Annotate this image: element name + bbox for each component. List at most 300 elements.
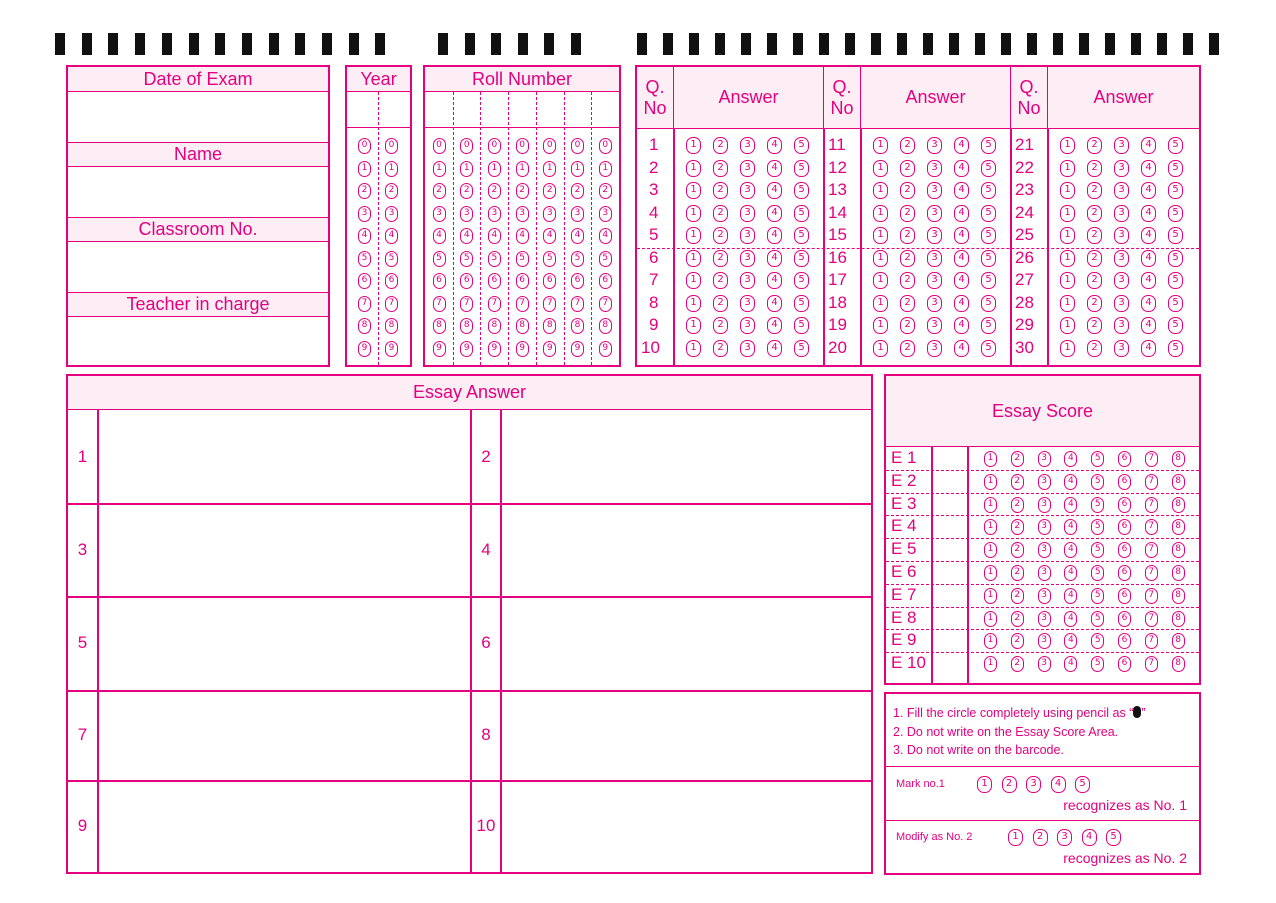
- essay-score-bubble[interactable]: 5: [1091, 519, 1104, 535]
- answer-bubble[interactable]: 5: [1168, 272, 1183, 289]
- roll-digit-bubble[interactable]: 0: [543, 138, 556, 154]
- answer-bubble[interactable]: 5: [981, 205, 996, 222]
- answer-bubble[interactable]: 5: [981, 182, 996, 199]
- answer-bubble[interactable]: 1: [1060, 272, 1075, 289]
- essay-score-bubble[interactable]: 2: [1011, 656, 1024, 672]
- year-digit-bubble[interactable]: 8: [385, 318, 398, 334]
- roll-digit-bubble[interactable]: 4: [460, 228, 473, 244]
- roll-digit-bubble[interactable]: 7: [516, 296, 529, 312]
- roll-digit-bubble[interactable]: 6: [543, 273, 556, 289]
- answer-bubble[interactable]: 1: [1060, 182, 1075, 199]
- answer-bubble[interactable]: 2: [1087, 272, 1102, 289]
- answer-bubble[interactable]: 4: [1141, 160, 1156, 177]
- essay-score-bubble[interactable]: 6: [1118, 451, 1131, 467]
- essay-score-bubble[interactable]: 1: [984, 542, 997, 558]
- answer-bubble[interactable]: 4: [767, 182, 782, 199]
- answer-bubble[interactable]: 2: [713, 137, 728, 154]
- answer-bubble[interactable]: 2: [713, 205, 728, 222]
- answer-bubble[interactable]: 2: [900, 227, 915, 244]
- essay-score-bubble[interactable]: 4: [1064, 611, 1077, 627]
- roll-digit-bubble[interactable]: 9: [516, 341, 529, 357]
- roll-digit-bubble[interactable]: 0: [460, 138, 473, 154]
- roll-digit-bubble[interactable]: 6: [599, 273, 612, 289]
- answer-bubble[interactable]: 1: [1060, 160, 1075, 177]
- date-of-exam-field[interactable]: [68, 92, 328, 142]
- answer-bubble[interactable]: 1: [873, 317, 888, 334]
- answer-bubble[interactable]: 1: [873, 137, 888, 154]
- essay-answer-field[interactable]: [502, 690, 871, 780]
- answer-bubble[interactable]: 3: [927, 250, 942, 267]
- answer-bubble[interactable]: 2: [1087, 340, 1102, 357]
- essay-score-bubble[interactable]: 6: [1118, 565, 1131, 581]
- roll-write-box[interactable]: [564, 92, 591, 127]
- roll-digit-bubble[interactable]: 8: [571, 318, 584, 334]
- year-digit-bubble[interactable]: 0: [358, 138, 371, 154]
- answer-bubble[interactable]: 4: [1141, 250, 1156, 267]
- answer-bubble[interactable]: 5: [794, 205, 809, 222]
- essay-score-bubble[interactable]: 6: [1118, 588, 1131, 604]
- roll-digit-bubble[interactable]: 2: [433, 183, 446, 199]
- roll-digit-bubble[interactable]: 1: [516, 161, 529, 177]
- answer-bubble[interactable]: 2: [900, 160, 915, 177]
- roll-digit-bubble[interactable]: 0: [488, 138, 501, 154]
- classroom-field[interactable]: [68, 242, 328, 292]
- answer-bubble[interactable]: 2: [1087, 317, 1102, 334]
- essay-score-write-box[interactable]: [933, 471, 966, 492]
- answer-bubble[interactable]: 2: [900, 182, 915, 199]
- roll-digit-bubble[interactable]: 8: [433, 318, 446, 334]
- answer-bubble[interactable]: 4: [1141, 340, 1156, 357]
- answer-bubble[interactable]: 3: [927, 137, 942, 154]
- roll-digit-bubble[interactable]: 9: [460, 341, 473, 357]
- essay-score-bubble[interactable]: 6: [1118, 611, 1131, 627]
- roll-write-box[interactable]: [591, 92, 618, 127]
- essay-score-write-box[interactable]: [933, 653, 966, 674]
- answer-bubble[interactable]: 1: [1060, 317, 1075, 334]
- answer-bubble[interactable]: 1: [873, 340, 888, 357]
- answer-bubble[interactable]: 3: [927, 272, 942, 289]
- answer-bubble[interactable]: 2: [1087, 227, 1102, 244]
- essay-score-bubble[interactable]: 2: [1011, 519, 1024, 535]
- answer-bubble[interactable]: 5: [1168, 317, 1183, 334]
- roll-digit-bubble[interactable]: 5: [433, 251, 446, 267]
- answer-bubble[interactable]: 2: [713, 250, 728, 267]
- roll-digit-bubble[interactable]: 6: [460, 273, 473, 289]
- answer-bubble[interactable]: 2: [1087, 160, 1102, 177]
- year-digit-bubble[interactable]: 3: [385, 206, 398, 222]
- essay-score-bubble[interactable]: 5: [1091, 656, 1104, 672]
- roll-digit-bubble[interactable]: 2: [460, 183, 473, 199]
- essay-score-bubble[interactable]: 4: [1064, 451, 1077, 467]
- answer-bubble[interactable]: 3: [927, 205, 942, 222]
- answer-bubble[interactable]: 3: [740, 295, 755, 312]
- year-digit-bubble[interactable]: 6: [385, 273, 398, 289]
- answer-bubble[interactable]: 5: [1168, 160, 1183, 177]
- essay-score-bubble[interactable]: 5: [1091, 474, 1104, 490]
- answer-bubble[interactable]: 1: [1060, 295, 1075, 312]
- answer-bubble[interactable]: 3: [740, 272, 755, 289]
- essay-answer-field[interactable]: [502, 596, 871, 690]
- roll-digit-bubble[interactable]: 5: [543, 251, 556, 267]
- answer-bubble[interactable]: 3: [1114, 272, 1129, 289]
- name-field[interactable]: [68, 167, 328, 217]
- answer-bubble[interactable]: 4: [1141, 272, 1156, 289]
- year-digit-bubble[interactable]: 7: [385, 296, 398, 312]
- essay-score-bubble[interactable]: 5: [1091, 542, 1104, 558]
- answer-bubble[interactable]: 3: [740, 137, 755, 154]
- answer-bubble[interactable]: 5: [794, 272, 809, 289]
- roll-digit-bubble[interactable]: 2: [543, 183, 556, 199]
- roll-digit-bubble[interactable]: 2: [516, 183, 529, 199]
- answer-bubble[interactable]: 1: [873, 250, 888, 267]
- answer-bubble[interactable]: 2: [900, 317, 915, 334]
- year-digit-bubble[interactable]: 8: [358, 318, 371, 334]
- roll-digit-bubble[interactable]: 0: [599, 138, 612, 154]
- essay-score-bubble[interactable]: 8: [1172, 451, 1185, 467]
- answer-bubble[interactable]: 1: [1060, 250, 1075, 267]
- answer-bubble[interactable]: 3: [740, 205, 755, 222]
- answer-bubble[interactable]: 5: [794, 340, 809, 357]
- essay-score-bubble[interactable]: 1: [984, 588, 997, 604]
- essay-score-write-box[interactable]: [933, 630, 966, 651]
- essay-score-bubble[interactable]: 8: [1172, 519, 1185, 535]
- roll-digit-bubble[interactable]: 5: [571, 251, 584, 267]
- year-digit-bubble[interactable]: 4: [358, 228, 371, 244]
- answer-bubble[interactable]: 3: [1114, 137, 1129, 154]
- answer-bubble[interactable]: 2: [713, 295, 728, 312]
- year-digit-bubble[interactable]: 2: [385, 183, 398, 199]
- essay-score-bubble[interactable]: 6: [1118, 497, 1131, 513]
- roll-digit-bubble[interactable]: 1: [460, 161, 473, 177]
- answer-bubble[interactable]: 1: [686, 137, 701, 154]
- answer-bubble[interactable]: 2: [713, 340, 728, 357]
- roll-digit-bubble[interactable]: 6: [571, 273, 584, 289]
- essay-score-write-box[interactable]: [933, 448, 966, 469]
- year-digit-bubble[interactable]: 7: [358, 296, 371, 312]
- roll-digit-bubble[interactable]: 2: [599, 183, 612, 199]
- answer-bubble[interactable]: 5: [981, 160, 996, 177]
- answer-bubble[interactable]: 3: [740, 340, 755, 357]
- answer-bubble[interactable]: 3: [1114, 227, 1129, 244]
- answer-bubble[interactable]: 4: [954, 227, 969, 244]
- essay-score-bubble[interactable]: 3: [1038, 474, 1051, 490]
- roll-write-box[interactable]: [480, 92, 507, 127]
- roll-digit-bubble[interactable]: 3: [599, 206, 612, 222]
- answer-bubble[interactable]: 2: [900, 205, 915, 222]
- answer-bubble[interactable]: 5: [794, 295, 809, 312]
- essay-score-bubble[interactable]: 3: [1038, 542, 1051, 558]
- roll-digit-bubble[interactable]: 3: [488, 206, 501, 222]
- answer-bubble[interactable]: 4: [767, 205, 782, 222]
- essay-score-write-box[interactable]: [933, 539, 966, 560]
- answer-bubble[interactable]: 4: [954, 160, 969, 177]
- essay-score-bubble[interactable]: 1: [984, 451, 997, 467]
- answer-bubble[interactable]: 5: [981, 340, 996, 357]
- roll-digit-bubble[interactable]: 1: [571, 161, 584, 177]
- roll-write-box[interactable]: [536, 92, 563, 127]
- answer-bubble[interactable]: 2: [1087, 295, 1102, 312]
- essay-score-write-box[interactable]: [933, 562, 966, 583]
- essay-answer-field[interactable]: [502, 780, 871, 872]
- roll-digit-bubble[interactable]: 4: [543, 228, 556, 244]
- essay-answer-field[interactable]: [99, 410, 469, 503]
- answer-bubble[interactable]: 3: [740, 182, 755, 199]
- answer-bubble[interactable]: 5: [1168, 137, 1183, 154]
- answer-bubble[interactable]: 1: [686, 182, 701, 199]
- essay-score-write-box[interactable]: [933, 608, 966, 629]
- essay-score-bubble[interactable]: 4: [1064, 497, 1077, 513]
- essay-score-bubble[interactable]: 4: [1064, 542, 1077, 558]
- essay-score-bubble[interactable]: 5: [1091, 611, 1104, 627]
- roll-digit-bubble[interactable]: 7: [571, 296, 584, 312]
- essay-answer-field[interactable]: [99, 780, 469, 872]
- answer-bubble[interactable]: 5: [794, 137, 809, 154]
- answer-bubble[interactable]: 1: [1060, 137, 1075, 154]
- roll-digit-bubble[interactable]: 6: [516, 273, 529, 289]
- year-digit-bubble[interactable]: 5: [385, 251, 398, 267]
- roll-digit-bubble[interactable]: 3: [433, 206, 446, 222]
- roll-digit-bubble[interactable]: 3: [516, 206, 529, 222]
- essay-score-bubble[interactable]: 1: [984, 565, 997, 581]
- answer-bubble[interactable]: 1: [1060, 205, 1075, 222]
- answer-bubble[interactable]: 4: [767, 160, 782, 177]
- roll-write-box[interactable]: [508, 92, 535, 127]
- roll-digit-bubble[interactable]: 6: [488, 273, 501, 289]
- roll-digit-bubble[interactable]: 8: [543, 318, 556, 334]
- essay-score-bubble[interactable]: 2: [1011, 633, 1024, 649]
- essay-score-bubble[interactable]: 4: [1064, 588, 1077, 604]
- roll-digit-bubble[interactable]: 8: [599, 318, 612, 334]
- essay-score-bubble[interactable]: 5: [1091, 588, 1104, 604]
- answer-bubble[interactable]: 4: [954, 182, 969, 199]
- roll-digit-bubble[interactable]: 2: [488, 183, 501, 199]
- essay-score-bubble[interactable]: 2: [1011, 542, 1024, 558]
- essay-score-bubble[interactable]: 7: [1145, 497, 1158, 513]
- answer-bubble[interactable]: 1: [873, 160, 888, 177]
- answer-bubble[interactable]: 2: [900, 250, 915, 267]
- answer-bubble[interactable]: 3: [1114, 317, 1129, 334]
- essay-score-bubble[interactable]: 7: [1145, 451, 1158, 467]
- essay-score-bubble[interactable]: 2: [1011, 497, 1024, 513]
- essay-score-bubble[interactable]: 2: [1011, 474, 1024, 490]
- answer-bubble[interactable]: 4: [954, 250, 969, 267]
- answer-bubble[interactable]: 5: [1168, 295, 1183, 312]
- answer-bubble[interactable]: 2: [713, 182, 728, 199]
- answer-bubble[interactable]: 4: [1141, 137, 1156, 154]
- answer-bubble[interactable]: 1: [686, 272, 701, 289]
- answer-bubble[interactable]: 1: [686, 227, 701, 244]
- year-digit-bubble[interactable]: 5: [358, 251, 371, 267]
- essay-score-bubble[interactable]: 6: [1118, 474, 1131, 490]
- teacher-field[interactable]: [68, 317, 328, 365]
- answer-bubble[interactable]: 5: [1168, 227, 1183, 244]
- answer-bubble[interactable]: 5: [1168, 205, 1183, 222]
- answer-bubble[interactable]: 3: [1114, 295, 1129, 312]
- answer-bubble[interactable]: 2: [900, 340, 915, 357]
- answer-bubble[interactable]: 2: [713, 227, 728, 244]
- roll-digit-bubble[interactable]: 9: [571, 341, 584, 357]
- essay-score-bubble[interactable]: 3: [1038, 565, 1051, 581]
- answer-bubble[interactable]: 4: [1141, 205, 1156, 222]
- essay-score-bubble[interactable]: 3: [1038, 451, 1051, 467]
- essay-score-bubble[interactable]: 1: [984, 519, 997, 535]
- answer-bubble[interactable]: 2: [1087, 205, 1102, 222]
- essay-score-bubble[interactable]: 4: [1064, 565, 1077, 581]
- roll-digit-bubble[interactable]: 8: [460, 318, 473, 334]
- answer-bubble[interactable]: 3: [1114, 250, 1129, 267]
- essay-score-bubble[interactable]: 8: [1172, 474, 1185, 490]
- answer-bubble[interactable]: 1: [1060, 340, 1075, 357]
- essay-score-bubble[interactable]: 7: [1145, 588, 1158, 604]
- answer-bubble[interactable]: 4: [1141, 317, 1156, 334]
- answer-bubble[interactable]: 1: [873, 205, 888, 222]
- year-write-box[interactable]: [379, 92, 410, 127]
- year-digit-bubble[interactable]: 9: [385, 341, 398, 357]
- answer-bubble[interactable]: 5: [1168, 340, 1183, 357]
- answer-bubble[interactable]: 1: [686, 250, 701, 267]
- answer-bubble[interactable]: 1: [873, 295, 888, 312]
- essay-score-bubble[interactable]: 2: [1011, 588, 1024, 604]
- answer-bubble[interactable]: 2: [1087, 182, 1102, 199]
- essay-score-bubble[interactable]: 6: [1118, 519, 1131, 535]
- roll-digit-bubble[interactable]: 9: [433, 341, 446, 357]
- roll-digit-bubble[interactable]: 0: [433, 138, 446, 154]
- roll-digit-bubble[interactable]: 8: [488, 318, 501, 334]
- essay-score-write-box[interactable]: [933, 516, 966, 537]
- roll-digit-bubble[interactable]: 0: [516, 138, 529, 154]
- answer-bubble[interactable]: 3: [1114, 160, 1129, 177]
- answer-bubble[interactable]: 1: [686, 205, 701, 222]
- answer-bubble[interactable]: 1: [686, 295, 701, 312]
- roll-digit-bubble[interactable]: 9: [488, 341, 501, 357]
- essay-score-bubble[interactable]: 6: [1118, 656, 1131, 672]
- answer-bubble[interactable]: 3: [927, 295, 942, 312]
- essay-score-bubble[interactable]: 5: [1091, 497, 1104, 513]
- roll-digit-bubble[interactable]: 8: [516, 318, 529, 334]
- roll-digit-bubble[interactable]: 7: [460, 296, 473, 312]
- roll-digit-bubble[interactable]: 9: [599, 341, 612, 357]
- essay-score-bubble[interactable]: 3: [1038, 588, 1051, 604]
- roll-digit-bubble[interactable]: 4: [433, 228, 446, 244]
- essay-score-write-box[interactable]: [933, 494, 966, 515]
- answer-bubble[interactable]: 2: [713, 317, 728, 334]
- essay-score-bubble[interactable]: 7: [1145, 633, 1158, 649]
- essay-score-bubble[interactable]: 8: [1172, 565, 1185, 581]
- answer-bubble[interactable]: 4: [954, 137, 969, 154]
- roll-digit-bubble[interactable]: 5: [488, 251, 501, 267]
- essay-score-bubble[interactable]: 7: [1145, 611, 1158, 627]
- answer-bubble[interactable]: 1: [1060, 227, 1075, 244]
- answer-bubble[interactable]: 3: [740, 250, 755, 267]
- essay-score-bubble[interactable]: 6: [1118, 542, 1131, 558]
- essay-score-bubble[interactable]: 1: [984, 497, 997, 513]
- answer-bubble[interactable]: 1: [686, 340, 701, 357]
- answer-bubble[interactable]: 1: [686, 317, 701, 334]
- essay-answer-field[interactable]: [502, 503, 871, 596]
- answer-bubble[interactable]: 5: [981, 137, 996, 154]
- answer-bubble[interactable]: 4: [1141, 182, 1156, 199]
- answer-bubble[interactable]: 5: [981, 295, 996, 312]
- answer-bubble[interactable]: 4: [954, 317, 969, 334]
- essay-score-bubble[interactable]: 1: [984, 633, 997, 649]
- essay-score-bubble[interactable]: 4: [1064, 633, 1077, 649]
- answer-bubble[interactable]: 5: [981, 317, 996, 334]
- answer-bubble[interactable]: 3: [1114, 182, 1129, 199]
- answer-bubble[interactable]: 3: [740, 317, 755, 334]
- essay-score-bubble[interactable]: 7: [1145, 565, 1158, 581]
- roll-digit-bubble[interactable]: 5: [460, 251, 473, 267]
- answer-bubble[interactable]: 2: [900, 137, 915, 154]
- year-digit-bubble[interactable]: 2: [358, 183, 371, 199]
- essay-score-bubble[interactable]: 1: [984, 474, 997, 490]
- answer-bubble[interactable]: 5: [981, 227, 996, 244]
- essay-answer-field[interactable]: [99, 503, 469, 596]
- answer-bubble[interactable]: 4: [767, 272, 782, 289]
- essay-score-bubble[interactable]: 8: [1172, 611, 1185, 627]
- roll-digit-bubble[interactable]: 7: [433, 296, 446, 312]
- answer-bubble[interactable]: 4: [767, 227, 782, 244]
- essay-score-bubble[interactable]: 2: [1011, 611, 1024, 627]
- year-digit-bubble[interactable]: 4: [385, 228, 398, 244]
- roll-digit-bubble[interactable]: 0: [571, 138, 584, 154]
- answer-bubble[interactable]: 4: [954, 340, 969, 357]
- roll-digit-bubble[interactable]: 1: [488, 161, 501, 177]
- essay-score-bubble[interactable]: 1: [984, 656, 997, 672]
- essay-score-bubble[interactable]: 4: [1064, 519, 1077, 535]
- roll-digit-bubble[interactable]: 5: [599, 251, 612, 267]
- roll-digit-bubble[interactable]: 7: [488, 296, 501, 312]
- roll-digit-bubble[interactable]: 1: [543, 161, 556, 177]
- roll-digit-bubble[interactable]: 1: [599, 161, 612, 177]
- essay-score-bubble[interactable]: 3: [1038, 519, 1051, 535]
- answer-bubble[interactable]: 5: [981, 250, 996, 267]
- answer-bubble[interactable]: 1: [873, 182, 888, 199]
- essay-score-bubble[interactable]: 5: [1091, 633, 1104, 649]
- year-digit-bubble[interactable]: 3: [358, 206, 371, 222]
- essay-score-bubble[interactable]: 3: [1038, 633, 1051, 649]
- answer-bubble[interactable]: 5: [1168, 250, 1183, 267]
- roll-digit-bubble[interactable]: 3: [571, 206, 584, 222]
- answer-bubble[interactable]: 5: [794, 227, 809, 244]
- roll-digit-bubble[interactable]: 4: [599, 228, 612, 244]
- answer-bubble[interactable]: 3: [740, 160, 755, 177]
- year-digit-bubble[interactable]: 9: [358, 341, 371, 357]
- roll-digit-bubble[interactable]: 2: [571, 183, 584, 199]
- roll-digit-bubble[interactable]: 4: [488, 228, 501, 244]
- answer-bubble[interactable]: 3: [740, 227, 755, 244]
- roll-digit-bubble[interactable]: 4: [516, 228, 529, 244]
- year-digit-bubble[interactable]: 0: [385, 138, 398, 154]
- essay-score-bubble[interactable]: 8: [1172, 656, 1185, 672]
- essay-score-bubble[interactable]: 7: [1145, 474, 1158, 490]
- roll-digit-bubble[interactable]: 7: [543, 296, 556, 312]
- roll-digit-bubble[interactable]: 1: [433, 161, 446, 177]
- roll-digit-bubble[interactable]: 3: [460, 206, 473, 222]
- essay-score-bubble[interactable]: 7: [1145, 519, 1158, 535]
- essay-score-bubble[interactable]: 8: [1172, 633, 1185, 649]
- year-digit-bubble[interactable]: 1: [385, 161, 398, 177]
- roll-digit-bubble[interactable]: 9: [543, 341, 556, 357]
- essay-score-bubble[interactable]: 3: [1038, 656, 1051, 672]
- essay-score-write-box[interactable]: [933, 585, 966, 606]
- year-write-box[interactable]: [347, 92, 378, 127]
- answer-bubble[interactable]: 1: [873, 227, 888, 244]
- answer-bubble[interactable]: 4: [954, 272, 969, 289]
- roll-digit-bubble[interactable]: 3: [543, 206, 556, 222]
- answer-bubble[interactable]: 5: [794, 250, 809, 267]
- roll-digit-bubble[interactable]: 6: [433, 273, 446, 289]
- essay-answer-field[interactable]: [99, 690, 469, 780]
